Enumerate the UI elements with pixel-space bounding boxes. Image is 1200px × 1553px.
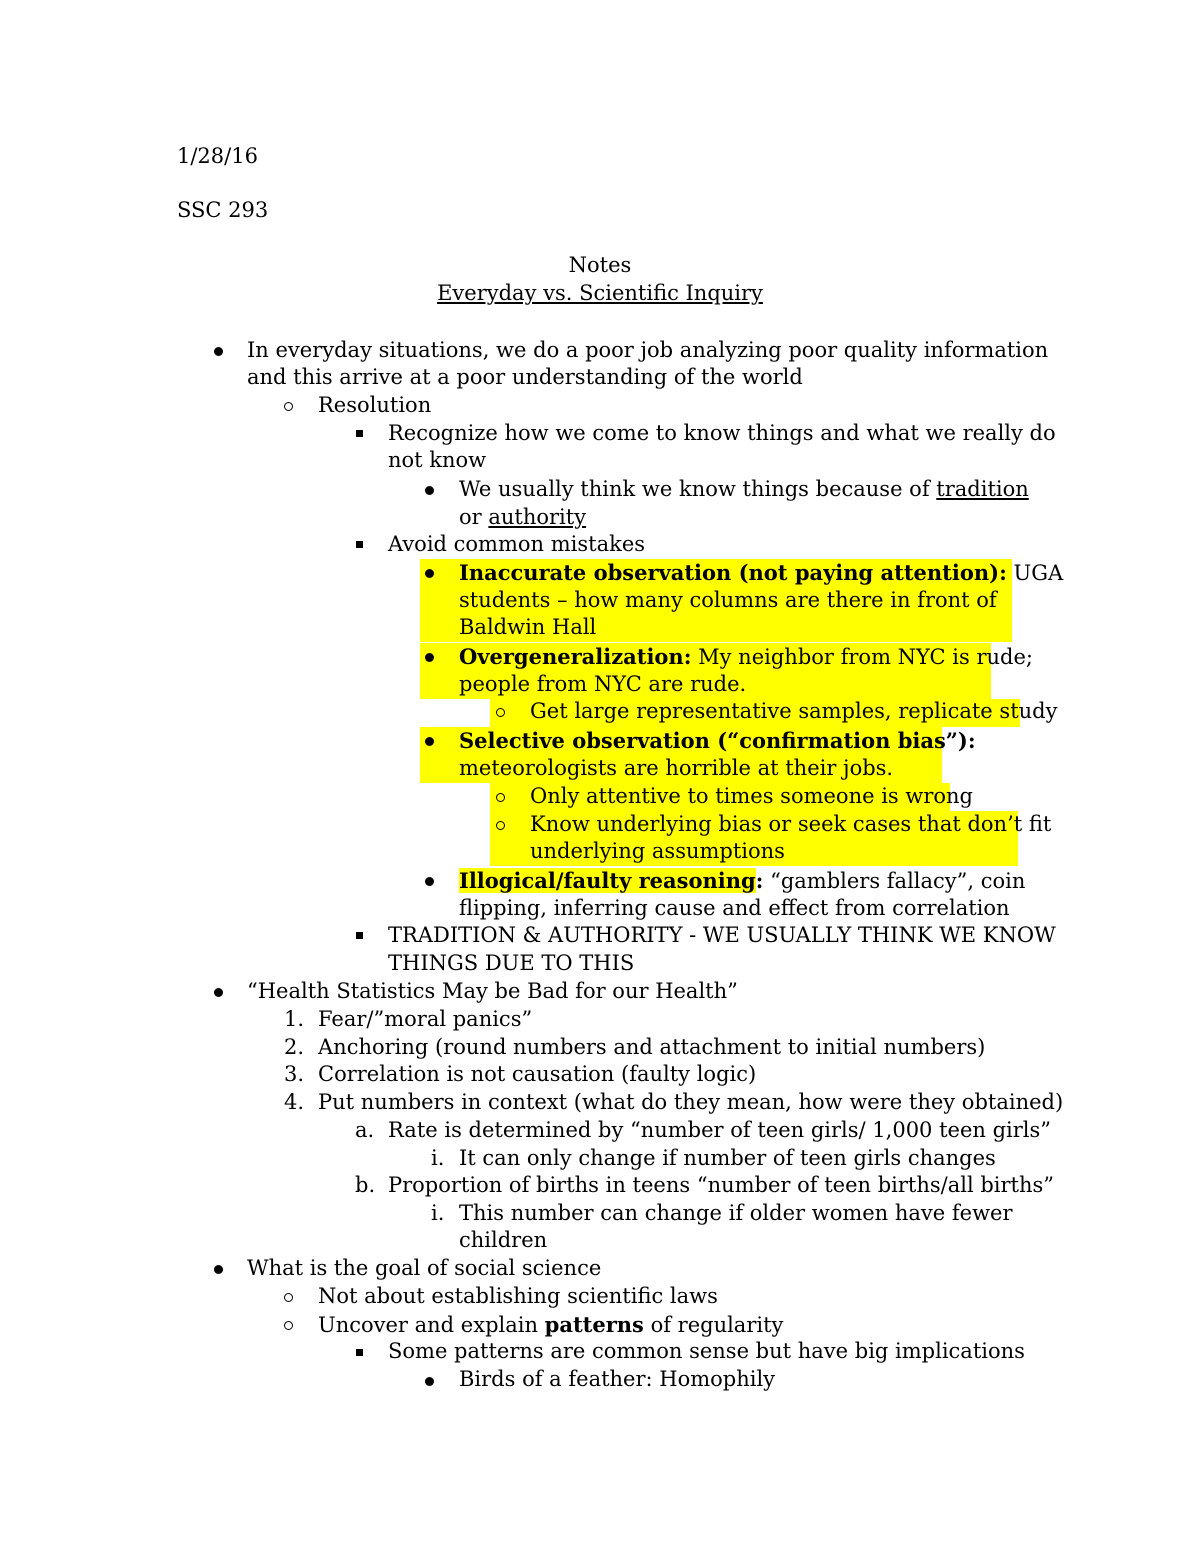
list-item: Fear/”moral panics” <box>318 1007 533 1031</box>
list-letter: a. <box>355 1118 375 1142</box>
list-item-continued: Baldwin Hall <box>459 615 597 639</box>
bullet-square-icon <box>356 541 363 548</box>
list-item: Resolution <box>318 393 432 417</box>
list-item-continued: not know <box>388 448 487 472</box>
bullet-disc-icon <box>425 737 434 746</box>
list-item: Put numbers in context (what do they mean, how were they obtained) <box>318 1090 1064 1114</box>
bullet-disc-icon <box>425 1377 434 1386</box>
list-item: What is the goal of social science <box>247 1256 602 1280</box>
list-item: Uncover and explain patterns of regularity <box>318 1312 784 1337</box>
bullet-disc-icon <box>214 988 223 997</box>
bullet-circle-icon <box>284 402 293 411</box>
bullet-square-icon <box>356 430 363 437</box>
list-item: It can only change if number of teen girls changes <box>459 1146 996 1170</box>
list-roman: i. <box>431 1201 445 1225</box>
list-item: Not about establishing scientific laws <box>318 1284 718 1308</box>
page-title: Notes <box>568 253 632 277</box>
list-item: Proportion of births in teens “number of teen births/all births” <box>388 1173 1055 1197</box>
list-item: Anchoring (round numbers and attachment to initial numbers) <box>318 1035 986 1059</box>
list-item: Inaccurate observation (not paying attention): UGA <box>459 560 1064 585</box>
bullet-circle-icon <box>284 1321 293 1330</box>
underlined-term: authority <box>488 505 587 529</box>
list-item: Avoid common mistakes <box>388 532 646 556</box>
list-item: This number can change if older women have fewer <box>459 1201 1013 1225</box>
list-item: “Health Statistics May be Bad for our Health” <box>247 979 738 1003</box>
list-number: 1. <box>284 1007 305 1031</box>
list-item: Rate is determined by “number of teen girls/ 1,000 teen girls” <box>388 1118 1052 1142</box>
list-item: In everyday situations, we do a poor job analyzing poor quality information <box>247 338 1049 362</box>
list-number: 2. <box>284 1035 305 1059</box>
list-item-continued: students – how many columns are there in front of <box>459 588 997 612</box>
bullet-disc-icon <box>214 1265 223 1274</box>
bullet-disc-icon <box>425 569 434 578</box>
bullet-disc-icon <box>214 347 223 356</box>
bullet-circle-icon <box>496 793 505 802</box>
list-item-continued: people from NYC are rude. <box>459 672 747 696</box>
list-item: Know underlying bias or seek cases that don’t fit <box>530 812 1052 836</box>
page-subtitle: Everyday vs. Scientific Inquiry <box>437 281 763 305</box>
list-item-continued: flipping, inferring cause and effect from correlation <box>459 896 1010 920</box>
list-item: Birds of a feather: Homophily <box>459 1367 776 1391</box>
list-item-continued: THINGS DUE TO THIS <box>388 951 635 975</box>
list-item: Selective observation (“confirmation bias”): <box>459 728 976 753</box>
bullet-disc-icon <box>425 486 434 495</box>
list-number: 4. <box>284 1090 305 1114</box>
list-item-continued: and this arrive at a poor understanding of the world <box>247 365 803 389</box>
bullet-circle-icon <box>496 708 505 717</box>
list-item: We usually think we know things because of tradition <box>459 477 1029 501</box>
list-item: Recognize how we come to know things and what we really do <box>388 421 1056 445</box>
list-item: TRADITION & AUTHORITY - WE USUALLY THINK WE KNOW <box>388 923 1056 947</box>
bullet-disc-icon <box>425 653 434 662</box>
bullet-square-icon <box>356 1349 363 1356</box>
list-item-continued: meteorologists are horrible at their jobs. <box>459 756 894 780</box>
list-item-continued: or authority <box>459 505 587 529</box>
list-item: Illogical/faulty reasoning: “gamblers fallacy”, coin <box>459 868 1026 893</box>
bullet-square-icon <box>356 932 363 939</box>
bullet-circle-icon <box>284 1293 293 1302</box>
list-item: Correlation is not causation (faulty logic) <box>318 1062 757 1086</box>
list-letter: b. <box>355 1173 376 1197</box>
list-number: 3. <box>284 1062 305 1086</box>
list-item: Some patterns are common sense but have big implications <box>388 1339 1025 1363</box>
list-item-continued: children <box>459 1228 548 1252</box>
list-item: Overgeneralization: My neighbor from NYC is rude; <box>459 644 1033 669</box>
underlined-term: tradition <box>936 477 1029 501</box>
list-item: Only attentive to times someone is wrong <box>530 784 973 808</box>
bullet-disc-icon <box>425 877 434 886</box>
list-item: Get large representative samples, replicate study <box>530 699 1058 723</box>
list-roman: i. <box>431 1146 445 1170</box>
course-code: SSC 293 <box>177 198 269 222</box>
list-item-continued: underlying assumptions <box>530 839 785 863</box>
bullet-circle-icon <box>496 821 505 830</box>
date-text: 1/28/16 <box>177 144 258 168</box>
